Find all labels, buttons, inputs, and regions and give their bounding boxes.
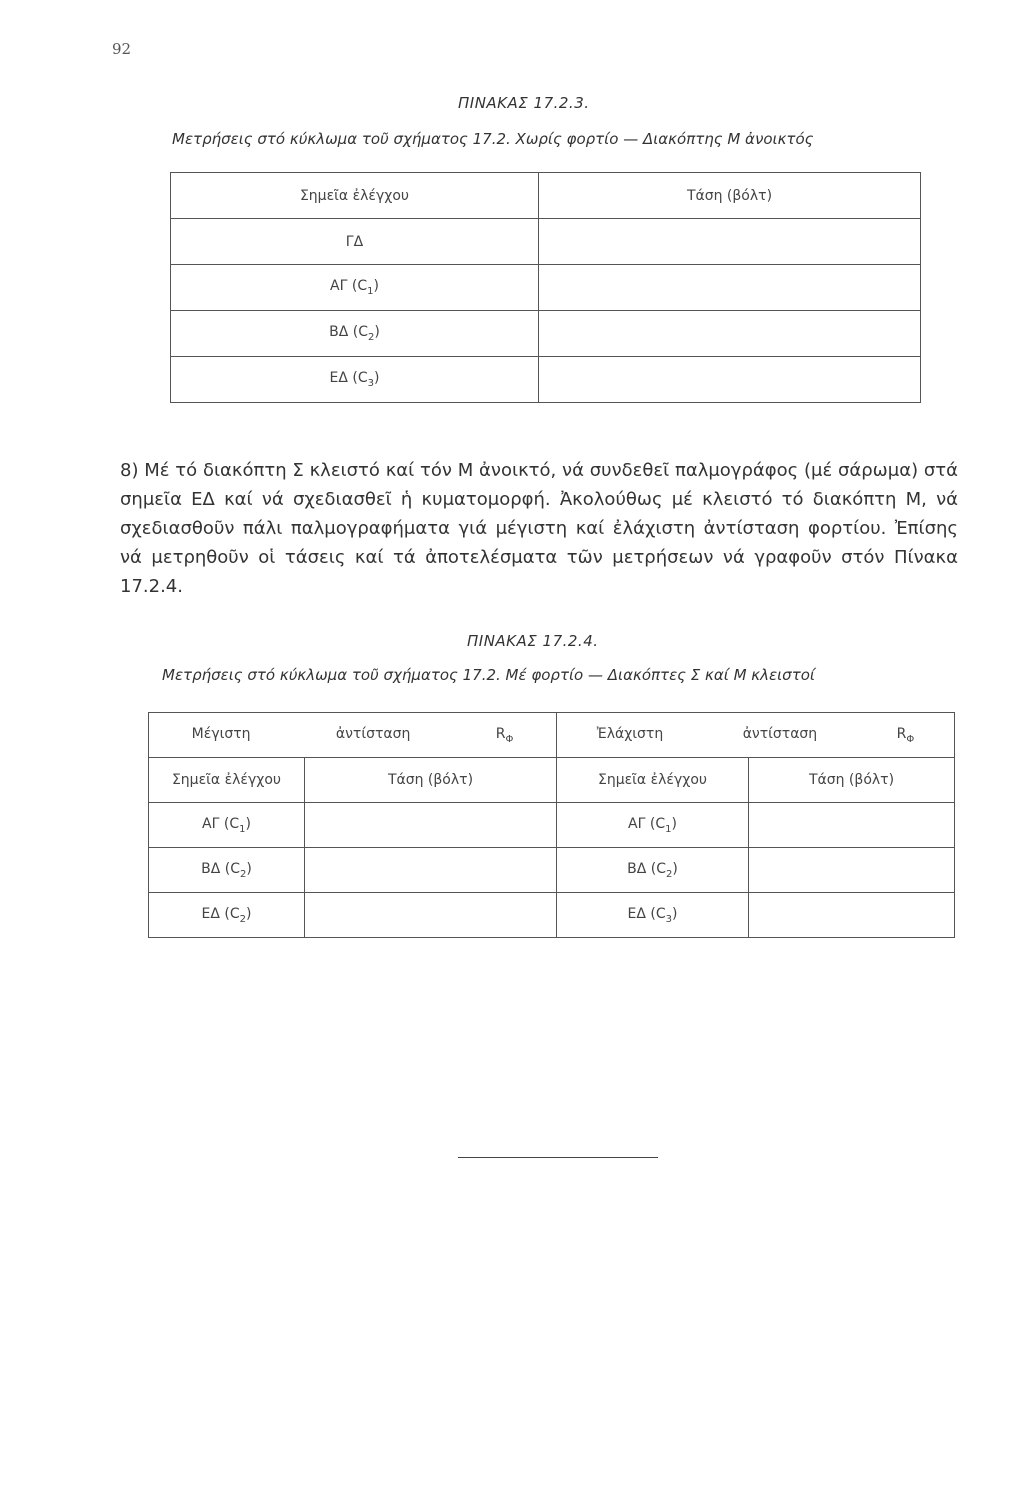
- table-17-2-3: [170, 172, 921, 403]
- table1-caption: Μετρήσεις στό κύκλωμα τοῦ σχήματος 17.2. Χωρίς φορτίο — Διακόπτης Μ ἀνοικτός: [172, 130, 814, 148]
- table2-title: ΠΙΝΑΚΑΣ 17.2.4.: [467, 632, 599, 650]
- voltage-cell[interactable]: [305, 848, 557, 893]
- header-checkpoints: Σημεῖα ἐλέγχου: [171, 173, 539, 219]
- checkpoint-cell: ΒΔ $(C_2)$: [171, 311, 539, 357]
- table-header-row: [149, 758, 955, 803]
- checkpoint-cell: ΕΔ $(C_3)$: [557, 893, 749, 938]
- table-row: [171, 357, 921, 403]
- instruction-paragraph: 8) Μέ τό διακόπτη Σ κλειστό καί τόν Μ ἀνοικτό, νά συνδεθεῖ παλμογράφος (μέ σάρωμα) στά σημεῖα ΕΔ καί νά σχεδιασθεῖ ἡ κυματομορφή. Ἀκολούθως μέ κλειστό τό διακόπτη Μ, νά σχεδιασθοῦν πάλι παλμογραφήματα γιά μέγιστη καί ἐλάχιστη ἀντίσταση φορτίου. Ἐπίσης νά μετρηθοῦν οἱ τάσεις καί τά ἀποτελέσματα τῶν μετρήσεων νά γραφοῦν στόν Πίνακα 17.2.4.: [120, 460, 958, 597]
- page-number: 92: [112, 40, 132, 58]
- header-voltage: Τάση (βόλτ): [305, 758, 557, 803]
- table-row: [149, 848, 955, 893]
- header-checkpoints: Σημεῖα ἐλέγχου: [149, 758, 305, 803]
- checkpoint-cell: ΑΓ $(C_1)$: [557, 803, 749, 848]
- voltage-cell[interactable]: [749, 848, 955, 893]
- checkpoint-cell: ΕΔ $(C_3)$: [171, 357, 539, 403]
- checkpoint-cell: ΕΔ $(C_2)$: [149, 893, 305, 938]
- voltage-cell[interactable]: [749, 893, 955, 938]
- voltage-cell[interactable]: [539, 357, 921, 403]
- header-voltage: Τάση (βόλτ): [539, 173, 921, 219]
- table-row: [171, 265, 921, 311]
- table2-caption: Μετρήσεις στό κύκλωμα τοῦ σχήματος 17.2. Μέ φορτίο — Διακόπτες Σ καί Μ κλειστοί: [162, 666, 815, 684]
- table-row: [149, 893, 955, 938]
- voltage-cell[interactable]: [305, 803, 557, 848]
- end-rule: [458, 1157, 658, 1158]
- voltage-cell[interactable]: [749, 803, 955, 848]
- checkpoint-cell: ΒΔ $(C_2)$: [557, 848, 749, 893]
- voltage-cell[interactable]: [305, 893, 557, 938]
- table1-title: ΠΙΝΑΚΑΣ 17.2.3.: [458, 94, 590, 112]
- group-min-resistance: Ἐλάχιστη ἀντίσταση $R_\Phi$: [557, 713, 955, 758]
- table-17-2-4: [148, 712, 955, 938]
- voltage-cell[interactable]: [539, 265, 921, 311]
- table-header-row: [171, 173, 921, 219]
- voltage-cell[interactable]: [539, 219, 921, 265]
- voltage-cell[interactable]: [539, 311, 921, 357]
- table-row: [149, 803, 955, 848]
- group-header-row: [149, 713, 955, 758]
- checkpoint-cell: ΒΔ $(C_2)$: [149, 848, 305, 893]
- header-checkpoints: Σημεῖα ἐλέγχου: [557, 758, 749, 803]
- header-voltage: Τάση (βόλτ): [749, 758, 955, 803]
- checkpoint-cell: ΓΔ: [171, 219, 539, 265]
- group-max-resistance: Μέγιστη ἀντίσταση $R_\Phi$: [149, 713, 557, 758]
- checkpoint-cell: ΑΓ $(C_1)$: [149, 803, 305, 848]
- checkpoint-cell: ΑΓ $(C_1)$: [171, 265, 539, 311]
- table-row: [171, 219, 921, 265]
- table-row: [171, 311, 921, 357]
